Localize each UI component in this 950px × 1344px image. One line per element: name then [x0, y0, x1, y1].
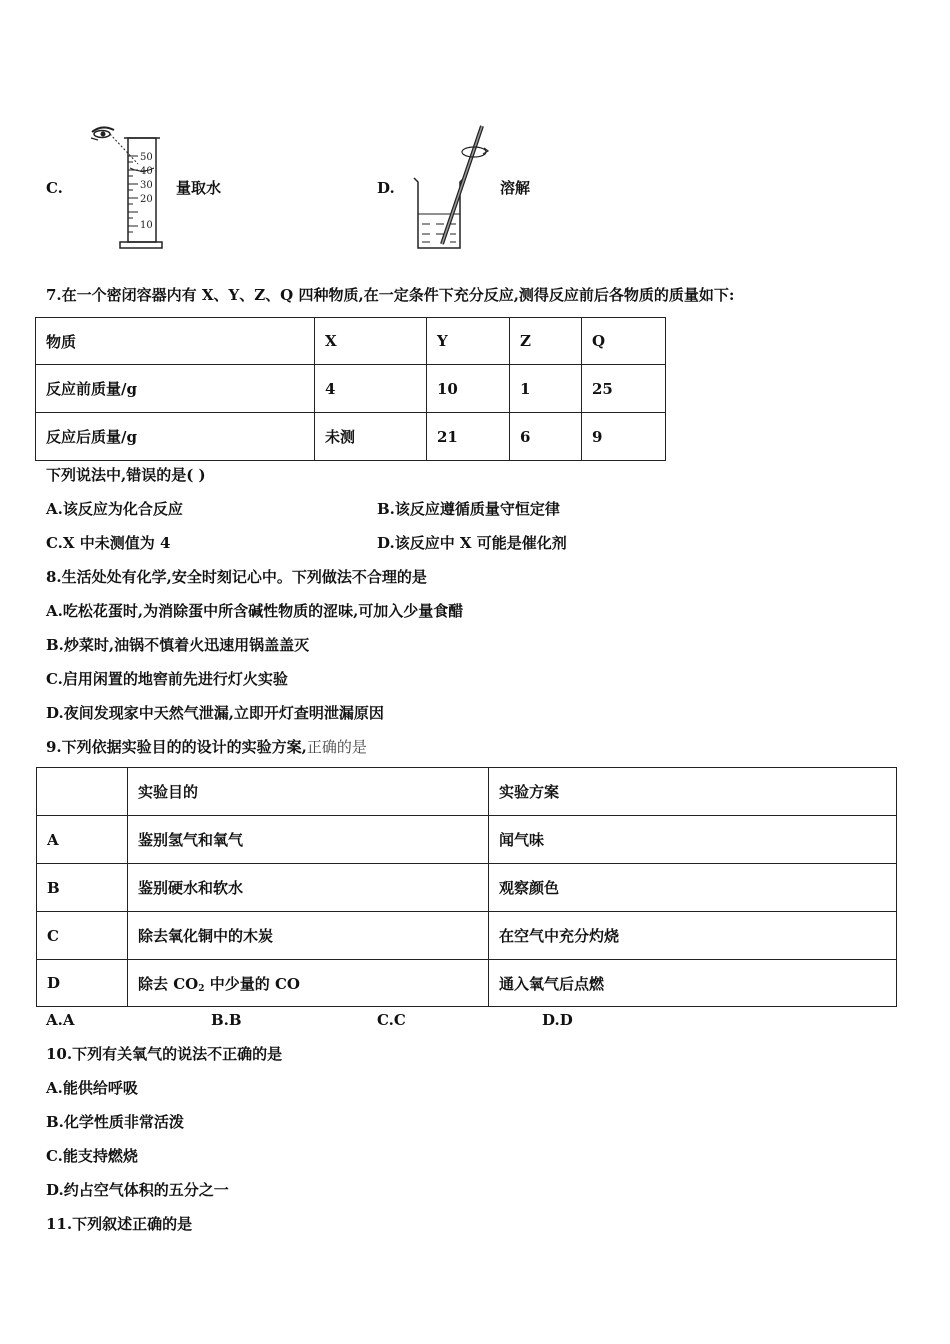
q10-option-b: B.化学性质非常活泼 — [46, 1113, 184, 1131]
table-header-row — [36, 318, 666, 365]
q8-option-a: A.吃松花蛋时,为消除蛋中所含碱性物质的涩味,可加入少量食醋 — [46, 602, 464, 620]
table-cell: 21 — [427, 413, 510, 461]
table-cell: A — [37, 816, 128, 864]
table-cell: 在空气中充分灼烧 — [489, 912, 897, 960]
table-cell: X — [315, 318, 427, 365]
q10-option-c: C.能支持燃烧 — [46, 1147, 138, 1165]
q7-question: 下列说法中,错误的是( ) — [46, 466, 206, 484]
q8-stem: 8.生活处处有化学,安全时刻记心中。下列做法不合理的是 — [46, 568, 427, 586]
q9-option-b: B.B — [211, 1011, 242, 1029]
q8-option-b: B.炒菜时,油锅不慎着火迅速用锅盖盖灭 — [46, 636, 310, 654]
eye-icon — [91, 127, 114, 140]
q7-stem: 7.在一个密闭容器内有 X、Y、Z、Q 四种物质,在一定条件下充分反应,测得反应前后各物质的质量如下: — [46, 286, 735, 304]
table-cell: 1 — [510, 365, 582, 413]
table-row — [37, 960, 897, 1007]
cylinder-tick-label: 20 — [140, 194, 153, 205]
table-row — [37, 816, 897, 864]
table-cell: 鉴别氢气和氧气 — [128, 816, 489, 864]
table-cell: 未测 — [315, 413, 427, 461]
table-cell: 鉴别硬水和软水 — [128, 864, 489, 912]
table-cell: 6 — [510, 413, 582, 461]
co2-text: 除去 CO — [138, 974, 199, 993]
table-cell: 除去氧化铜中的木炭 — [128, 912, 489, 960]
table-cell: 观察颜色 — [489, 864, 897, 912]
beaker-dissolving-image — [404, 120, 500, 254]
q10-stem: 10.下列有关氧气的说法不正确的是 — [46, 1045, 283, 1063]
q7-option-c: C.X 中未测值为 4 — [46, 534, 171, 552]
table-row — [36, 365, 666, 413]
table-cell: 通入氧气后点燃 — [489, 960, 897, 1007]
table-cell: Q — [582, 318, 666, 365]
table-cell — [37, 768, 128, 816]
q9-option-a: A.A — [46, 1011, 75, 1029]
q6-option-c-letter: C. — [46, 179, 63, 197]
q8-option-d: D.夜间发现家中天然气泄漏,立即开灯查明泄漏原因 — [46, 704, 384, 722]
q10-option-d: D.约占空气体积的五分之一 — [46, 1181, 229, 1199]
subscript: 2 — [198, 983, 205, 994]
q9-stem — [46, 737, 367, 757]
q7-option-d: D.该反应中 X 可能是催化剂 — [377, 534, 567, 552]
table-cell: D — [37, 960, 128, 1007]
q8-option-c: C.启用闲置的地窖前先进行灯火实验 — [46, 670, 288, 688]
q6-option-d-label: 溶解 — [500, 179, 531, 197]
q9-stem-tail: 正确的是 — [306, 738, 367, 756]
table-cell: C — [37, 912, 128, 960]
cylinder-tick-label: 30 — [140, 180, 153, 191]
table-cell: Z — [510, 318, 582, 365]
q10-option-a: A.能供给呼吸 — [46, 1079, 138, 1097]
q7-option-a: A.该反应为化合反应 — [46, 500, 183, 518]
table-row — [36, 413, 666, 461]
table-cell: 实验方案 — [489, 768, 897, 816]
table-cell: B — [37, 864, 128, 912]
graduated-cylinder-image — [86, 118, 176, 254]
table-row — [37, 864, 897, 912]
table-cell: 实验目的 — [128, 768, 489, 816]
cylinder-tick-label: 50 — [140, 152, 153, 163]
table-header-row — [37, 768, 897, 816]
q6-option-c-label: 量取水 — [176, 179, 222, 197]
table-cell: 9 — [582, 413, 666, 461]
table-cell — [128, 960, 489, 1007]
q9-stem-main: 9.下列依据实验目的的设计的实验方案, — [46, 738, 307, 756]
q6-option-d-letter: D. — [377, 179, 395, 197]
co-text: 中少量的 CO — [204, 974, 300, 993]
table-cell: 10 — [427, 365, 510, 413]
table-cell: 反应前质量/g — [36, 365, 315, 413]
table-cell: 25 — [582, 365, 666, 413]
q7-option-b: B.该反应遵循质量守恒定律 — [377, 500, 560, 518]
table-cell: 反应后质量/g — [36, 413, 315, 461]
q9-option-d: D.D — [542, 1011, 573, 1029]
table-row — [37, 912, 897, 960]
table-cell: 闻气味 — [489, 816, 897, 864]
q9-experiment-table — [36, 767, 897, 1007]
table-cell: Y — [427, 318, 510, 365]
cylinder-tick-label: 10 — [140, 220, 153, 231]
table-cell: 物质 — [36, 318, 315, 365]
q7-mass-table — [35, 317, 666, 461]
table-cell: 4 — [315, 365, 427, 413]
q11-stem: 11.下列叙述正确的是 — [46, 1215, 193, 1233]
q9-option-c: C.C — [377, 1011, 406, 1029]
cylinder-tick-label: 40 — [140, 166, 153, 177]
